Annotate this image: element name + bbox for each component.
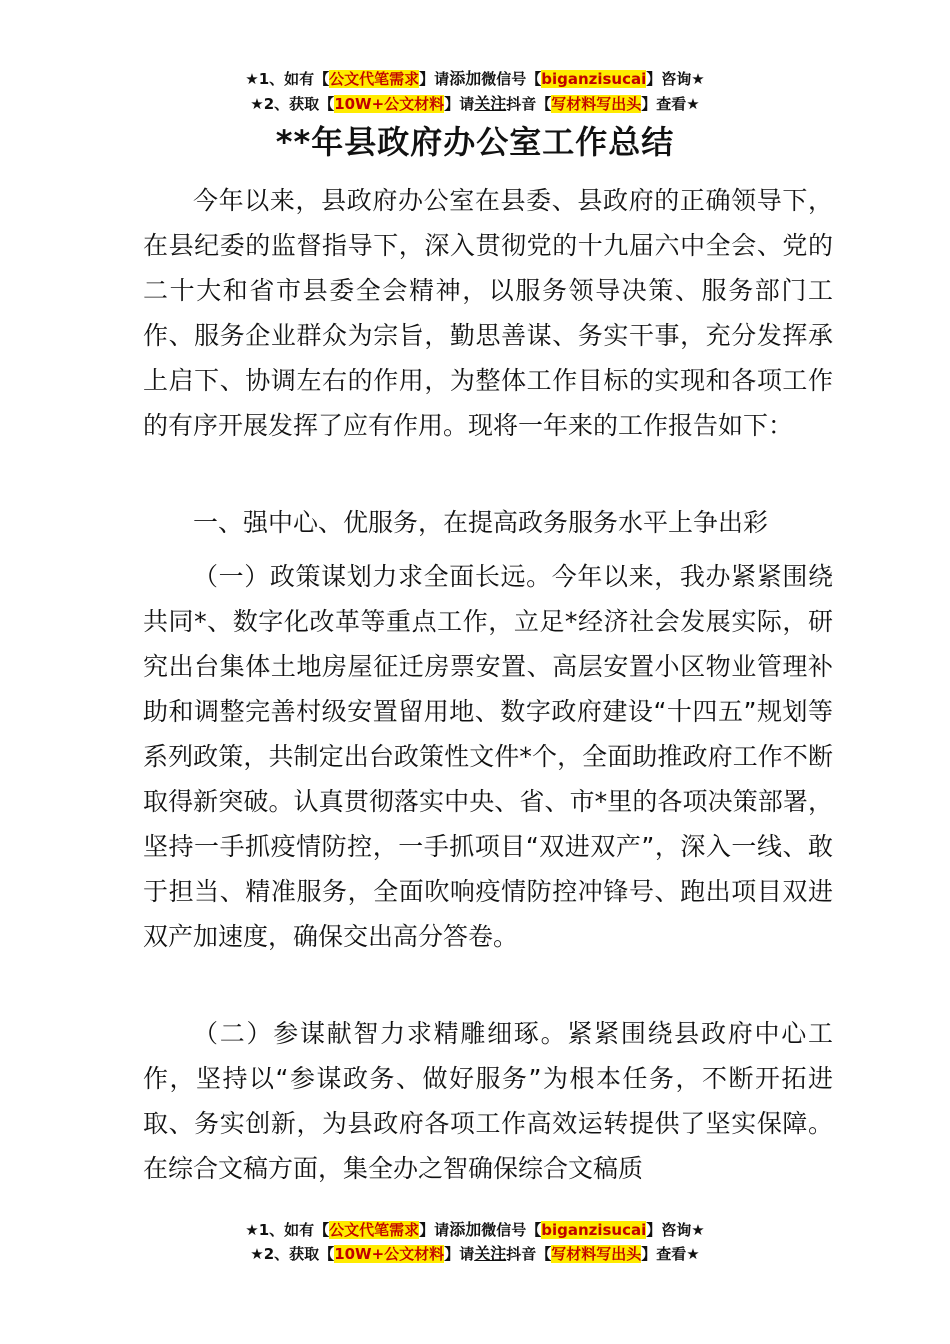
ad-text: ★2、获取【	[250, 95, 335, 113]
ad-text: ★1、如有【	[245, 1221, 330, 1239]
paragraph-intro: 今年以来，县政府办公室在县委、县政府的正确领导下，在县纪委的监督指导下，深入贯彻党的十九届六中全会、党的二十大和省市县委全会精神，以服务领导决策、服务部门工作、服务企业群众为宗旨，勤思善谋、务实干事，充分发挥承上启下、协调左右的作用，为整体工作目标的实现和各项工作的有序开展发挥了应有作用。现将一年来的工作报告如下：	[143, 186, 833, 440]
ad-text: 微信号【	[481, 1221, 542, 1239]
ad-text: ★2、获取【	[250, 1245, 335, 1263]
ad-text: 】咨询★	[646, 70, 705, 88]
ad-emphasis: 添加	[449, 69, 482, 88]
ad-text: 】请	[419, 70, 450, 88]
ad-text: ★1、如有【	[245, 70, 330, 88]
ad-text: 】请	[444, 95, 475, 113]
ad-text: 】请	[444, 1245, 475, 1263]
ad-text: 】查看★	[641, 1245, 700, 1263]
ad-douyin-id: 写材料写出头	[551, 1245, 642, 1263]
ad-line-1-bottom	[0, 1219, 950, 1241]
ad-text: 】请	[419, 1221, 450, 1239]
ad-text: 】查看★	[641, 95, 700, 113]
ad-highlight: 10W+公文材料	[334, 95, 445, 113]
ad-highlight: 10W+公文材料	[334, 1245, 445, 1263]
document-title: **年县政府办公室工作总结	[275, 123, 675, 161]
ad-highlight: 公文代笔需求	[329, 1221, 420, 1239]
ad-emphasis: 添加	[449, 1220, 482, 1239]
ad-wechat-id: biganzisucai	[541, 1221, 647, 1239]
paragraph-advisory: （二）参谋献智力求精雕细琢。紧紧围绕县政府中心工作，坚持以“参谋政务、做好服务”为根本任务，不断开拓进取、务实创新，为县政府各项工作高效运转提供了坚实保障。在综合文稿方面，集全办之智确保综合文稿质	[143, 1019, 833, 1183]
ad-line-2-top	[0, 93, 950, 115]
ad-line-2-bottom	[0, 1243, 950, 1265]
ad-emphasis: 关注	[474, 94, 507, 113]
ad-emphasis: 关注	[474, 1244, 507, 1263]
ad-text: 微信号【	[481, 70, 542, 88]
section-heading: 一、强中心、优服务，在提高政务服务水平上争出彩	[193, 508, 769, 537]
ad-douyin-id: 写材料写出头	[551, 95, 642, 113]
paragraph-policy: （一）政策谋划力求全面长远。今年以来，我办紧紧围绕共同*、数字化改革等重点工作，立足*经济社会发展实际，研究出台集体土地房屋征迁房票安置、高层安置小区物业管理补助和调整完善村级安置留用地、数字政府建设“十四五”规划等系列政策，共制定出台政策性文件*个，全面助推政府工作不断取得新突破。认真贯彻落实中央、省、市*里的各项决策部署，坚持一手抓疫情防控，一手抓项目“双进双产”，深入一线、敢于担当、精准服务，全面吹响疫情防控冲锋号、跑出项目双进双产加速度，确保交出高分答卷。	[143, 562, 833, 951]
ad-text: 抖音【	[506, 1245, 552, 1263]
ad-wechat-id: biganzisucai	[541, 70, 647, 88]
ad-line-1-top	[0, 68, 950, 90]
ad-highlight: 公文代笔需求	[329, 70, 420, 88]
ad-text: 抖音【	[506, 95, 552, 113]
ad-text: 】咨询★	[646, 1221, 705, 1239]
